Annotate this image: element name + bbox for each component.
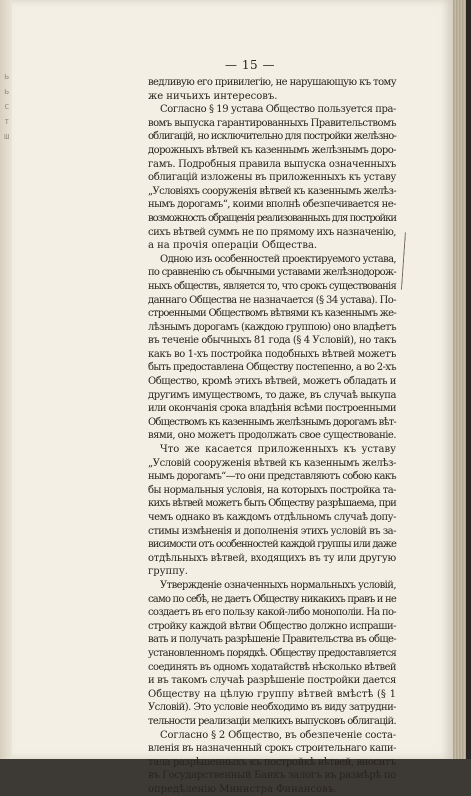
text-line: Условій). Это условіе необходимо въ виду затрудни-: [148, 702, 396, 714]
text-line: облигацій изложены въ приложенныхъ къ уставу: [148, 172, 396, 184]
text-line: а на прочія операціи Общества.: [148, 240, 318, 252]
text-line: лѣзнымъ дорогамъ (каждою группою) оно владѣетъ: [148, 321, 397, 333]
text-line: стимы измѣненія и дополненія этихъ условій въ за-: [148, 525, 396, 537]
text-line: тала разрѣшенныхъ къ постройкѣ вѣтвей, вноситъ: [148, 756, 396, 768]
text-line: сихъ вѣтвей суммъ не по прямому ихъ назначенію,: [148, 226, 396, 238]
text-line: Согласно § 19 устава Общество пользуется пра-: [160, 104, 396, 116]
text-line: и въ такомъ случаѣ разрѣшеніе постройки дается: [148, 675, 396, 687]
page-number: — 15 —: [225, 58, 275, 72]
text-line: Утвержденіе означенныхъ нормальныхъ условій,: [160, 579, 396, 591]
text-line: дорожныхъ вѣтвей къ казеннымъ желѣзнымъ доро-: [148, 144, 397, 156]
margin-mark: ш: [4, 132, 10, 142]
text-line: „Условіяхъ сооруженія вѣтвей къ казеннымъ желѣз-: [148, 185, 396, 197]
margin-mark: т: [4, 117, 10, 127]
text-line: Обществомъ къ казеннымъ желѣзнымъ дорогамъ вѣт-: [148, 416, 396, 428]
text-line: въ Государственный Банкъ залогъ въ размѣрѣ по: [148, 770, 396, 782]
text-line: какъ во 1-хъ постройка подобныхъ вѣтвей можетъ: [148, 348, 396, 360]
text-line: тельности реализаціи мелкихъ выпусковъ облигацій.: [148, 715, 396, 727]
text-line: другимъ имуществомъ, то даже, въ случаѣ выкупа: [148, 389, 396, 401]
text-line: отдѣльныхъ вѣтвей, входящихъ въ ту или другую: [148, 552, 396, 564]
text-line: создаетъ въ его пользу какой-либо монополіи. На по-: [148, 607, 396, 619]
text-line: нымъ дорогамъ“, коими вполнѣ обезпечивается не-: [148, 199, 396, 211]
text-line: въ теченіе обычныхъ 81 года (§ 4 Условій), но такъ: [148, 335, 397, 347]
book-cover-edge: [466, 0, 471, 759]
text-line: возможность обращенія реализованныхъ для постройки: [148, 212, 396, 224]
text-line: группу.: [148, 566, 188, 578]
text-line: кихъ вѣтвей можетъ быть Обществу разрѣшаема, при: [148, 498, 396, 510]
text-line: установленномъ порядкѣ. Обществу предоставляется: [148, 647, 396, 659]
text-line: Общество, кромѣ этихъ вѣтвей, можетъ обладать и: [148, 376, 396, 388]
text-line: Одною изъ особенностей проектируемого устава,: [160, 253, 396, 265]
text-line: Обществу на цѣлую группу вѣтвей вмѣстѣ (§ 1: [148, 688, 396, 700]
text-line: опредѣленію Министра Финансовъ.: [148, 783, 338, 795]
text-line: Что же касается приложенныхъ къ уставу: [160, 444, 396, 456]
margin-mark: ь: [4, 87, 10, 97]
text-line: „Условій сооруженія вѣтвей къ казеннымъ желѣз-: [148, 457, 396, 469]
margin-mark: с: [4, 102, 10, 112]
text-line: же ничьихъ интересовъ.: [148, 90, 278, 102]
text-line: само по себѣ, не даетъ Обществу никакихъ правъ и не: [148, 593, 396, 605]
margin-mark: ь: [4, 72, 10, 82]
text-line: или окончанія срока владѣнія всѣми построенными: [148, 403, 396, 415]
text-line: нымъ дорогамъ“—то они представляютъ собою какъ: [148, 471, 396, 483]
text-line: быть предоставлена Обществу постепенно, а во 2-хъ: [148, 362, 396, 374]
text-line: вать и получать разрѣшеніе Правительства въ обще-: [148, 634, 397, 646]
text-line: вями, оно можетъ продолжать свое существованіе.: [148, 430, 396, 442]
text-line: стройку каждой вѣтви Общество должно испраши-: [148, 620, 396, 632]
text-line: Согласно § 2 Общество, въ обезпеченіе соста-: [160, 729, 396, 741]
text-line: бы нормальныя условія, на которыхъ постройка та-: [148, 484, 396, 496]
text-line: облигацій, но исключительно для постройки желѣзно-: [148, 131, 396, 143]
text-line: ведливую его привилегію, не нарушающую къ тому: [148, 77, 396, 88]
text-line: вомъ выпуска гарантированныхъ Правительствомъ: [148, 117, 396, 129]
text-line: вленія въ назначенный срокъ строительнаго капи-: [148, 743, 396, 755]
text-line: ныхъ обществъ, является то, что срокъ существованія: [148, 280, 396, 292]
text-line: даннаго Общества не назначается (§ 34 устава). По-: [148, 294, 396, 306]
body-text: [148, 76, 396, 796]
text-line: строенными Обществомъ вѣтвями къ казеннымъ же-: [148, 308, 396, 320]
text-line: чемъ однако въ каждомъ отдѣльномъ случаѣ допу-: [148, 512, 396, 523]
text-line: гамъ. Подробныя правила выпуска означенныхъ: [148, 158, 396, 170]
text-line: висимости отъ особенностей каждой группы или даже: [148, 539, 396, 551]
text-line: по сравненію съ обычными уставами желѣзнодорож-: [148, 267, 396, 279]
text-line: соединять въ одномъ ходатайствѣ нѣсколько вѣтвей: [148, 661, 396, 673]
